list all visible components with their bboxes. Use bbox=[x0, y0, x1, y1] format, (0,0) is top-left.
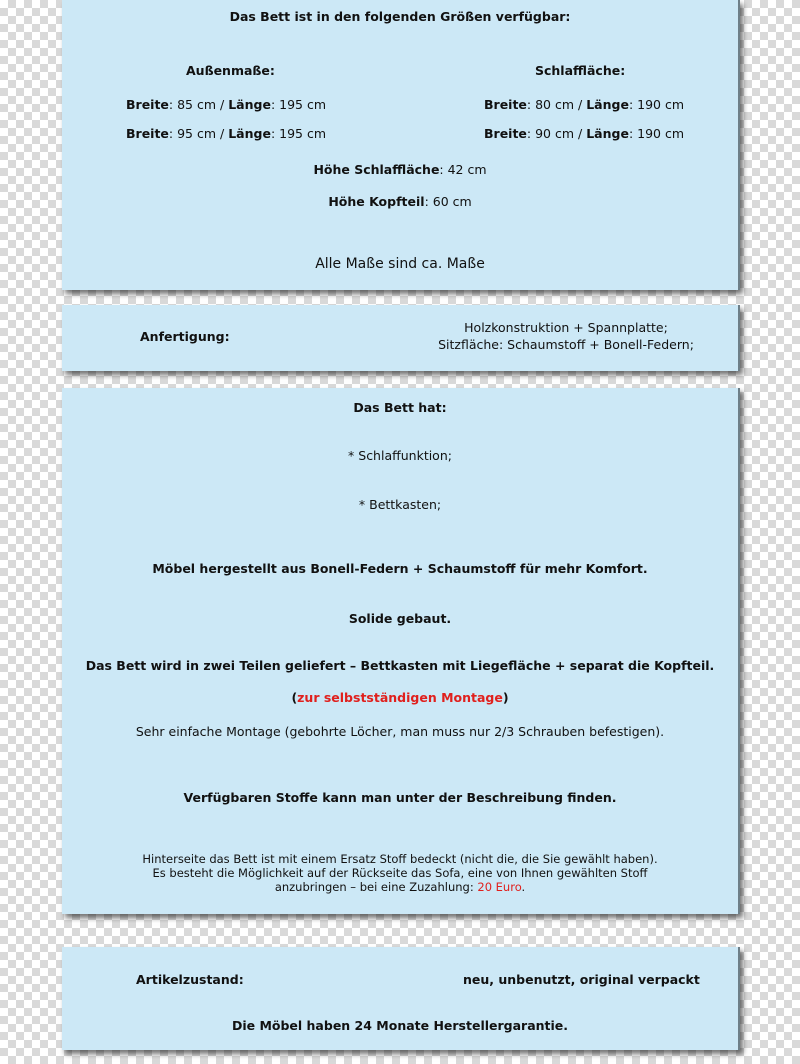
sleep-size-row-2: Breite: 90 cm / Länge: 190 cm bbox=[484, 126, 685, 141]
feature-sleep-function: * Schlaffunktion; bbox=[348, 448, 452, 463]
outer-dimensions-label: Außenmaße: bbox=[186, 63, 275, 78]
approx-note: Alle Maße sind ca. Maße bbox=[315, 256, 485, 272]
height-headboard: Höhe Kopfteil: 60 cm bbox=[328, 194, 472, 209]
comfort-text: Möbel hergestellt aus Bonell-Federn + Schaumstoff für mehr Komfort. bbox=[152, 561, 648, 576]
manufacture-line-2: Sitzfläche: Schaumstoff + Bonell-Federn; bbox=[438, 337, 694, 352]
outer-size-row-1: Breite: 85 cm / Länge: 195 cm bbox=[126, 97, 327, 112]
backside-line-1: Hinterseite das Bett ist mit einem Ersatz Stoff bedeckt (nicht die, die Sie gewählt haben). bbox=[142, 852, 658, 866]
easy-assembly-text: Sehr einfache Montage (gebohrte Löcher, man muss nur 2/3 Schrauben befestigen). bbox=[135, 724, 665, 739]
condition-value: neu, unbenutzt, original verpackt bbox=[463, 972, 700, 987]
sleep-size-row-1: Breite: 80 cm / Länge: 190 cm bbox=[484, 97, 685, 112]
condition-panel bbox=[62, 947, 740, 1050]
sleep-area-label: Schlaffläche: bbox=[535, 63, 626, 78]
delivery-text: Das Bett wird in zwei Teilen geliefert – Bettkasten mit Liegefläche + separat die Kopfteil. bbox=[85, 658, 715, 673]
features-panel bbox=[62, 388, 740, 914]
manufacture-line-1: Holzkonstruktion + Spannplatte; bbox=[464, 320, 668, 335]
assembly-highlight: zur selbstständigen Montage bbox=[297, 690, 503, 705]
manufacture-label: Anfertigung: bbox=[140, 329, 230, 344]
sizes-heading: Das Bett ist in den folgenden Größen verfügbar: bbox=[229, 9, 571, 24]
sizes-panel bbox=[62, 0, 740, 290]
manufacture-panel bbox=[62, 305, 740, 371]
features-heading: Das Bett hat: bbox=[353, 400, 447, 415]
condition-label: Artikelzustand: bbox=[136, 972, 244, 987]
feature-storage-box: * Bettkasten; bbox=[358, 497, 442, 512]
height-sleep-area: Höhe Schlaffläche: 42 cm bbox=[313, 162, 487, 177]
surcharge-price: 20 Euro bbox=[477, 880, 522, 894]
outer-size-row-2: Breite: 95 cm / Länge: 195 cm bbox=[126, 126, 327, 141]
backside-line-3: anzubringen – bei eine Zuzahlung: 20 Euro. bbox=[274, 880, 526, 894]
backside-line-2: Es besteht die Möglichkeit auf der Rückseite das Sofa, eine von Ihnen gewählten Stoff bbox=[152, 866, 648, 880]
fabrics-text: Verfügbaren Stoffe kann man unter der Beschreibung finden. bbox=[183, 790, 617, 805]
assembly-note: (zur selbstständigen Montage) bbox=[291, 690, 509, 705]
warranty-text: Die Möbel haben 24 Monate Herstellergarantie. bbox=[231, 1018, 569, 1033]
solid-text: Solide gebaut. bbox=[348, 611, 452, 626]
